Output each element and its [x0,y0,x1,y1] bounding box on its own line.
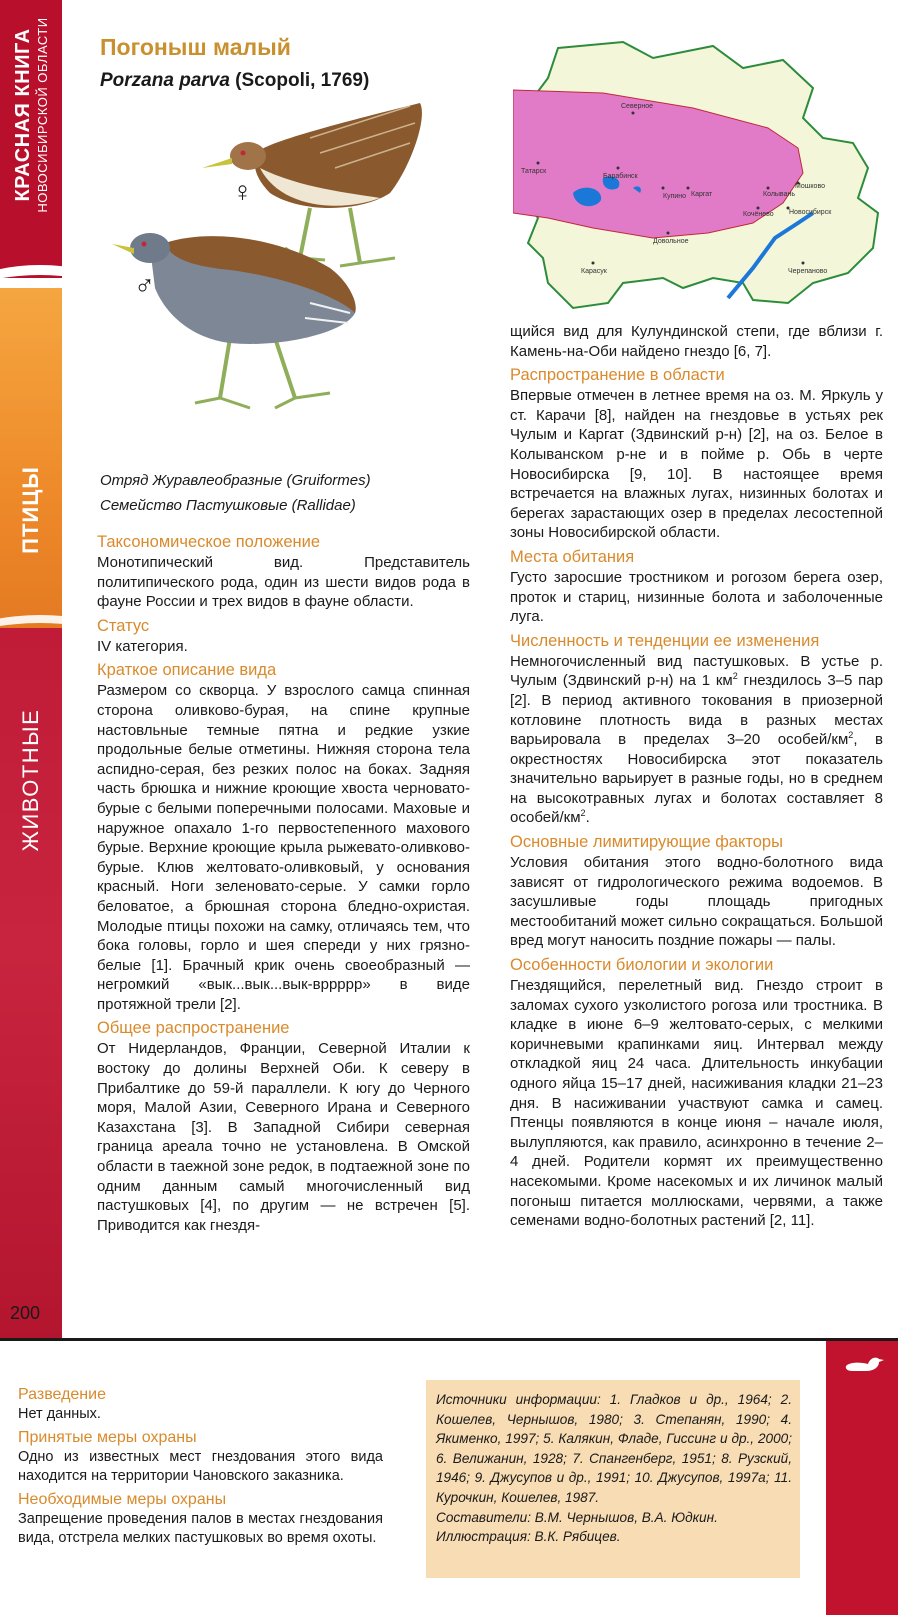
biology-text: Гнездящийся, перелетный вид. Гнездо строит в заломах сухого узколистого рогоза или тростника. В кладке в июне 6–9 желтовато-серых, с мелкими коричневыми крапинками яиц. Интервал между откладкой яиц 24 часа. Длительность инкубации одного яйца 15–17 дней, насиживания кладки 21–23 дня. В насиживании участвуют самка и самец. Птенцы появляются в конце июня – начале июля, вылупляются, как правило, асинхронно в течение 2–4 дней. Родители кормят их преимущественно насекомыми. Кроме насекомых и их личинок малый погоныш питается моллюсками, червями, а также семенами водно-болотных растений [2, 11]. [510,977,883,1230]
order-line: Отряд Журавлеобразные (Gruiformes) [100,472,371,489]
breeding-text: Нет данных. [18,1406,101,1422]
map-label: Колывань [763,191,795,198]
habitat-heading: Места обитания [510,547,635,566]
bird-illustration [110,98,455,438]
taxonomy-block [100,468,371,518]
family-line: Семейство Пастушковые (Rallidae) [100,497,356,514]
map-label: Каргат [691,191,713,198]
category-label-vertical [0,680,62,880]
left-column [97,528,470,1235]
illustration-credit: Иллюстрация: В.К. Рябицев. [436,1529,621,1545]
taxonomic-position-heading: Таксономическое положение [97,533,321,551]
abundance-text: Немногочисленный вид пастушковых. В устье р. Чулым (Здвинский р-н) на 1 $км^2$ гнездилось 3–5 пар [2]. В период активного токования в приозерной котловине плотность вида в разных местах варьировала в пределах 3–20 особей/$км^2$, в окрестностях Новосибирска этот показатель значительно варьирует в разные годы, но в среднем на высокотравных лугах и болотах составляет 8 особей/$км^2$. [510,652,883,827]
side-band [0,0,62,1340]
limiting-factors-text: Условия обитания этого водно-болотного вида зависят от гидрологического режима водоемов. В засушливые годы площадь пригодных местообитаний может сильно сокращаться. Большой вред могут наносить поздние пожары — палы. [510,854,883,950]
footer-red-band [826,1341,898,1615]
map-label: Мошково [795,183,825,190]
habitat-text: Густо заросшие тростником и рогозом берега озер, проток и стариц, низинные болота и заболоченные луга. [510,568,883,626]
sources-box [426,1380,800,1578]
map-label: Татарск [521,168,547,175]
map-label: Черепаново [788,268,828,275]
distribution-map [513,38,885,313]
map-label: Новосибирск [789,209,832,216]
status-heading: Статус [97,616,150,635]
section-label-vertical [0,440,62,580]
latin-binomial: Porzana parva [100,70,230,91]
book-subtitle: НОВОСИБИРСКОЙ ОБЛАСТИ [35,17,50,213]
measures-taken-heading: Принятые меры охраны [18,1428,197,1446]
biology-heading: Особенности биологии и экологии [510,956,774,975]
regional-distribution-heading: Распространение в области [510,366,725,385]
male-symbol: ♂ [134,270,155,301]
map-label: Купино [663,193,687,200]
limiting-factors-heading: Основные лимитирующие факторы [510,833,783,852]
taxonomic-position-text: Монотипический вид. Представитель политипического рода, один из шести видов рода в фауне России и трех видов в фауне области. [97,554,470,611]
species-title: Погоныш малый [100,34,291,60]
category-label: ЖИВОТНЫЕ [18,708,43,852]
map-label: Кочёнево [743,211,774,218]
breeding-heading: Разведение [18,1386,106,1403]
right-column [510,322,883,1231]
general-distribution-heading: Общее распространение [97,1019,290,1038]
status-text: IV категория. [97,637,188,655]
measures-needed-text: Запрещение проведения палов в местах гнездования вида, отстрела мелких пастушковых во время охоты. [18,1510,383,1547]
measures-taken-text: Одно из известных мест гнездования этого вида находится на территории Чановского заказника. [18,1448,383,1485]
compilers-text: Составители: В.М. Чернышов, В.А. Юдкин. [436,1509,718,1525]
duck-icon [842,1352,886,1374]
map-label: Карасук [581,268,607,275]
measures-needed-heading: Необходимые меры охраны [18,1490,227,1508]
map-label: Северное [621,103,654,110]
footer-left-column [18,1382,383,1549]
latin-author: (Scopoli, 1769) [229,70,370,91]
book-title: КРАСНАЯ КНИГА [12,28,34,202]
map-label: Барабинск [603,173,638,180]
continuation-text: щийся вид для Кулундинской степи, где вблизи г. Камень-на-Оби найдено гнездо [6, 7]. [510,323,883,360]
general-distribution-text: От Нидерландов, Франции, Северной Италии к востоку до долины Верхней Оби. К северу в Прибалтике до 59-й параллели. К югу до Черного моря, Малой Азии, Северного Ирана и Северного Казахстана [3]. В Западной Сибири северная граница ареала точно не установлена. В Омской области в таежной зоне редок, в подтаежной зоне по одним данным самый многочисленный вид пастушковых [4], по другим — не встречен [5]. Приводится как гнездя- [97,1040,470,1234]
female-symbol: ♀ [232,176,253,207]
section-label: ПТИЦЫ [18,466,43,554]
regional-distribution-text: Впервые отмечен в летнее время на оз. М. Яркуль у ст. Карачи [8], найден на гнездовье в устьях рек Чулым и Каргат (Здвинский р-н) [2], на оз. Белое в Колыванском р-не и в пойме р. Обь в черте Новосибирска [9, 10]. В настоящее время встречается на влажных лугах, низинных болотах и берегах зарастающих озер в пределах лесостепной зоны Новосибирской области. [510,387,883,542]
abundance-heading: Численность и тенденции ее изменения [510,631,820,650]
sources-text: Источники информации: 1. Гладков и др., 1964; 2. Кошелев, Чернышов, 1980; 3. Степанян, 1990; 4. Якименко, 1997; 5. Калякин, Фладе, Гиссинг и др., 2000; 6. Велижанин, 1928; 7. Спангенберг, 1951; 8. Рузский, 1946; 9. Джусупов и др., 1991; 10. Джусупов, 1997а; 11. Курочкин, Кошелев, 1987. [436,1392,792,1505]
book-title-vertical [0,0,62,230]
description-heading: Краткое описание вида [97,661,277,680]
page-number: 200 [10,1303,41,1323]
description-text: Размером со скворца. У взрослого самца спинная сторона оливково-бурая, на спине крупные настовльные темные пятна и редкие узкие продольные белые отметины. Нижняя сторона тела аспидно-серая, без резких полос на боках. Задняя часть брюшка и нижние кроющие хвоста черновато-бурые с белыми поперечными полосами. Маховые и наружное опахало 1-го первостепенного махового бурые. Верхние кроющие крыла рыжевато-оливково-бурые. Клюв желтовато-оливковый, у основания красный. Ноги зеленовато-серые. У самки горло беловатое, а брюшная сторона бледно-охристая. Молодые птицы похожи на самку, отличаясь тем, что бока головы, горло и шея спереди у них грязно-белые [1]. Брачный крик очень своеобразный — негромкий «вык...вык...вык-вррррр» в виде протяжной трели [2]. [97,682,470,1013]
species-latin-name [100,70,369,92]
map-label: Довольное [653,238,689,245]
